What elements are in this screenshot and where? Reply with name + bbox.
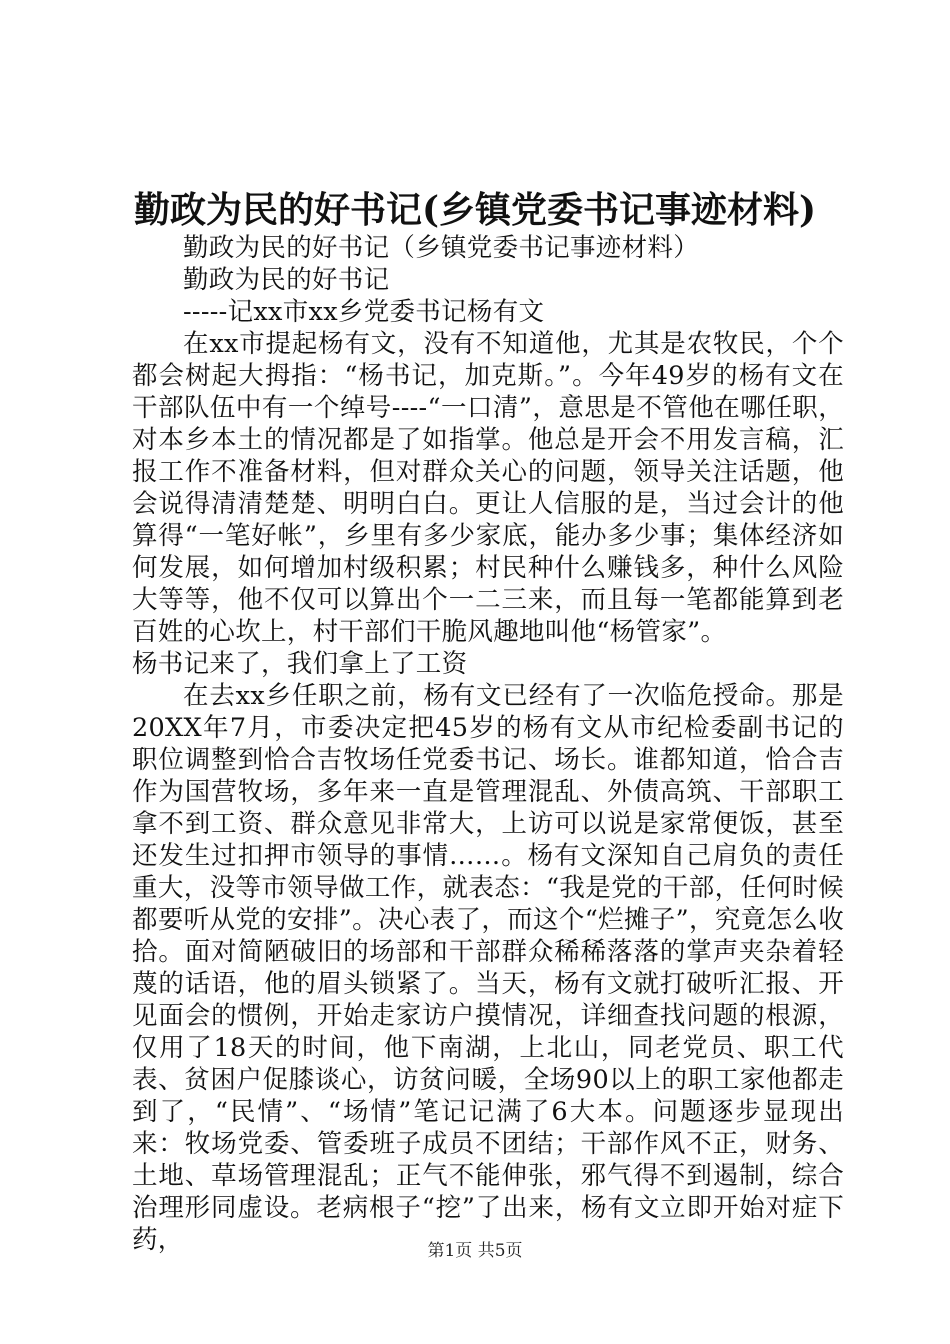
page-footer: 第1页 共5页 bbox=[427, 1241, 523, 1261]
paragraph-intro: 在xx市提起杨有文，没有不知道他，尤其是农牧民，个个都会树起大拇指：“杨书记，加克斯。”。今年49岁的杨有文在干部队伍中有一个绰号----“一口清”，意思是不管他在哪任职，对本乡本土的情况都是了如指掌。他总是开会不用发言稿，汇报工作不准备材料，但对群众关心的问题，领导关注话题，他会说得清清楚楚、明明白白。更让人信服的是，当过会计的他算得“一笔好帐”，乡里有多少家底，能办多少事；集体经济如何发展，如何增加村级积累；村民种什么赚钱多，种什么风险大等等，他不仅可以算出个一二三来，而且每一笔都能算到老百姓的心坎上，村干部们干脆风趣地叫他“杨管家”。 bbox=[132, 329, 844, 647]
document-title: 勤政为民的好书记(乡镇党委书记事迹材料) bbox=[133, 189, 817, 231]
paragraph-heading: 勤政为民的好书记 bbox=[183, 265, 390, 295]
document-body bbox=[132, 232, 844, 1256]
section-heading: 杨书记来了，我们拿上了工资 bbox=[132, 649, 468, 679]
paragraph-subtitle: 勤政为民的好书记（乡镇党委书记事迹材料） bbox=[183, 233, 700, 263]
paragraph-byline: -----记xx市xx乡党委书记杨有文 bbox=[183, 297, 545, 327]
paragraph-body: 在去xx乡任职之前，杨有文已经有了一次临危授命。那是20XX年7月，市委决定把45岁的杨有文从市纪检委副书记的职位调整到恰合吉牧场任党委书记、场长。谁都知道，恰合吉作为国营牧场，多年来一直是管理混乱、外债高筑、干部职工拿不到工资、群众意见非常大，上访可以说是家常便饭，甚至还发生过扣押市领导的事情……。杨有文深知自己肩负的责任重大，没等市领导做工作，就表态：“我是党的干部，任何时候都要听从党的安排”。决心表了，而这个“烂摊子”，究竟怎么收拾。面对简陋破旧的场部和干部群众稀稀落落的掌声夹杂着轻蔑的话语，他的眉头锁紧了。当天，杨有文就打破听汇报、开见面会的惯例，开始走家访户摸情况，详细查找问题的根源，仅用了18天的时间，他下南湖，上北山，同老党员、职工代表、贫困户促膝谈心，访贫问暖，全场90以上的职工家他都走到了，“民情”、“场情”笔记记满了6大本。问题逐步显现出来：牧场党委、管委班子成员不团结；干部作风不正，财务、土地、草场管理混乱；正气不能伸张，邪气得不到遏制，综合治理形同虚设。老病根子“挖”了出来，杨有文立即开始对症下药， bbox=[132, 681, 844, 1255]
